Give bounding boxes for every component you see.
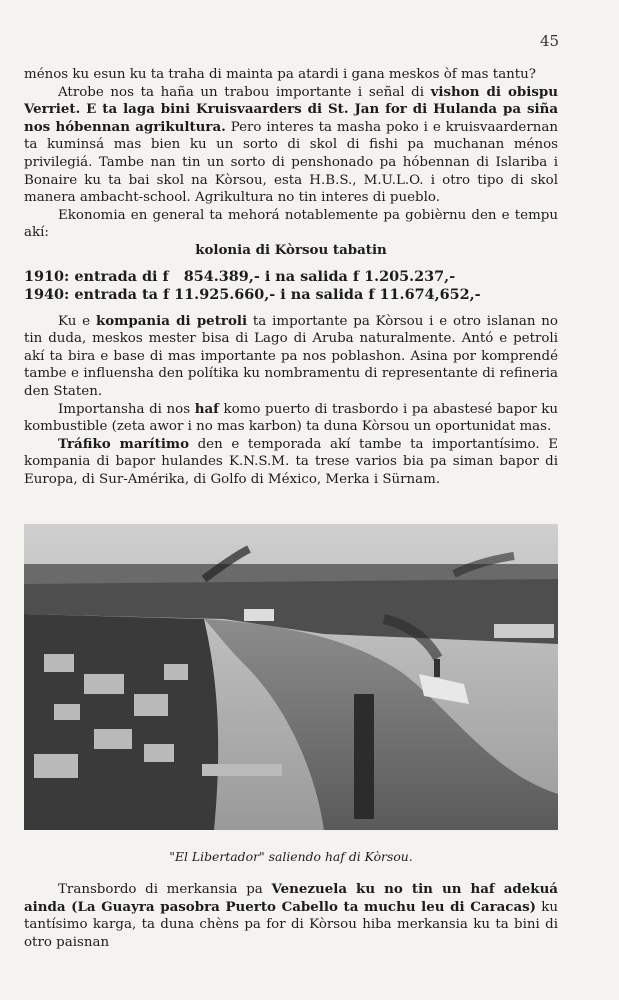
page-number: 45 bbox=[540, 32, 560, 50]
stat-entrada-label: entrada ta bbox=[74, 286, 158, 304]
body-text-top bbox=[24, 66, 558, 488]
stat-salida-label: i na salida bbox=[264, 267, 348, 285]
paragraph-haf-bold: haf bbox=[194, 400, 219, 417]
paragraph-petroli-rest: ta importante pa Kòrsou i e otro islanan no tin duda, meskos mester bisa di Lago di Aruba naturalmente. Antó e petroli akí ta bira e base di mas importante pa nos poblashon. Asina por komprendé tambe e influensha den polítika ku nombramentu di representante di refineria den Staten. bbox=[24, 313, 558, 399]
stat-entrada-value: f 854.389,- bbox=[162, 267, 260, 285]
paragraph-trafiko-bold: Tráfiko marítimo bbox=[58, 435, 190, 452]
paragraph-verriet-bold: vishon di obispu Verriet. E ta laga bini Kruisvaarders di St. Jan for di Hulanda pa siña nos hóbennan agrikultura. bbox=[24, 83, 558, 135]
harbor-photo bbox=[24, 524, 558, 830]
stat-salida-label: i na salida bbox=[280, 286, 364, 304]
harbor-photo-illustration bbox=[24, 524, 558, 830]
paragraph-transbordo-bold: Venezuela ku no tin un haf adekuá ainda (La Guayra pasobra Puerto Cabello ta muchu leu di Caracas) bbox=[24, 881, 558, 915]
paragraph-haf-pre: Importansha di nos bbox=[58, 401, 191, 417]
stat-entrada-value: f 11.925.660,- bbox=[162, 286, 276, 304]
photo-caption: "El Libertador" saliendo haf di Kòrsou. bbox=[169, 849, 413, 864]
paragraph-petroli-bold: kompania di petroli bbox=[95, 312, 248, 329]
paragraph-economy bbox=[24, 207, 558, 242]
body-text-bottom bbox=[24, 881, 558, 951]
stat-row-1940 bbox=[24, 286, 558, 305]
paragraph-transbordo-pre: Transbordo di merkansia pa bbox=[58, 882, 263, 897]
stat-row-1910 bbox=[24, 268, 558, 287]
paragraph-trafiko bbox=[24, 436, 558, 489]
economy-heading: kolonia di Kòrsou tabatin bbox=[195, 241, 387, 258]
stat-entrada-label: entrada di bbox=[74, 267, 158, 285]
paragraph-verriet-intro: Atrobe nos ta haña un trabou importante i señal di bbox=[58, 84, 424, 100]
paragraph-haf-rest: komo puerto di trasbordo i pa abastesé bapor ku kombustible (zeta awor i no mas karbon) ta duna Kòrsou un oportunidat mas. bbox=[24, 401, 558, 435]
paragraph-transbordo bbox=[24, 881, 558, 951]
stat-salida-value: f 1.205.237,- bbox=[352, 267, 456, 285]
paragraph-petroli-pre: Ku e bbox=[58, 313, 91, 329]
stat-salida-value: f 11.674,652,- bbox=[368, 286, 481, 304]
stat-year: 1910: bbox=[24, 267, 70, 285]
paragraph-haf bbox=[24, 401, 558, 436]
paragraph-transbordo-rest: ku tantísimo karga, ta duna chèns pa for di Kòrsou hiba merkansia ku ta bini di otro paisnan bbox=[24, 899, 558, 950]
paragraph-trafiko-rest: den e temporada akí tambe ta importantísimo. E kompania di bapor hulandes K.N.S.M. ta trese varios bia pa siman bapor di Europa, di Sur-Amérika, di Golfo di México, Merka i Sürnam. bbox=[24, 436, 558, 487]
paragraph-verriet-rest: Pero interes ta masha poko i e kruisvaardernan ta kuminsá mas bien ku un sorto di skol di fishi pa muchanan ménos privilegiá. Tambe nan tin un sorto di penshonado pa hóbennan di Islariba i Bonaire ku ta bai skol na Kòrsou, esta H.B.S., M.U.L.O. i otro tipo di skol manera ambacht-school. Agrikultura no tin interes di pueblo. bbox=[24, 119, 558, 206]
paragraph-economy-text: Ekonomia en general ta mehorá notablemente pa gobièrnu den e tempu akí: bbox=[24, 207, 558, 241]
paragraph-petroli bbox=[24, 313, 558, 401]
paragraph-1-text: ménos ku esun ku ta traha di mainta pa atardi i gana meskos òf mas tantu? bbox=[24, 67, 536, 82]
stat-year: 1940: bbox=[24, 286, 70, 304]
paragraph-1 bbox=[24, 66, 558, 84]
paragraph-verriet bbox=[24, 84, 558, 207]
